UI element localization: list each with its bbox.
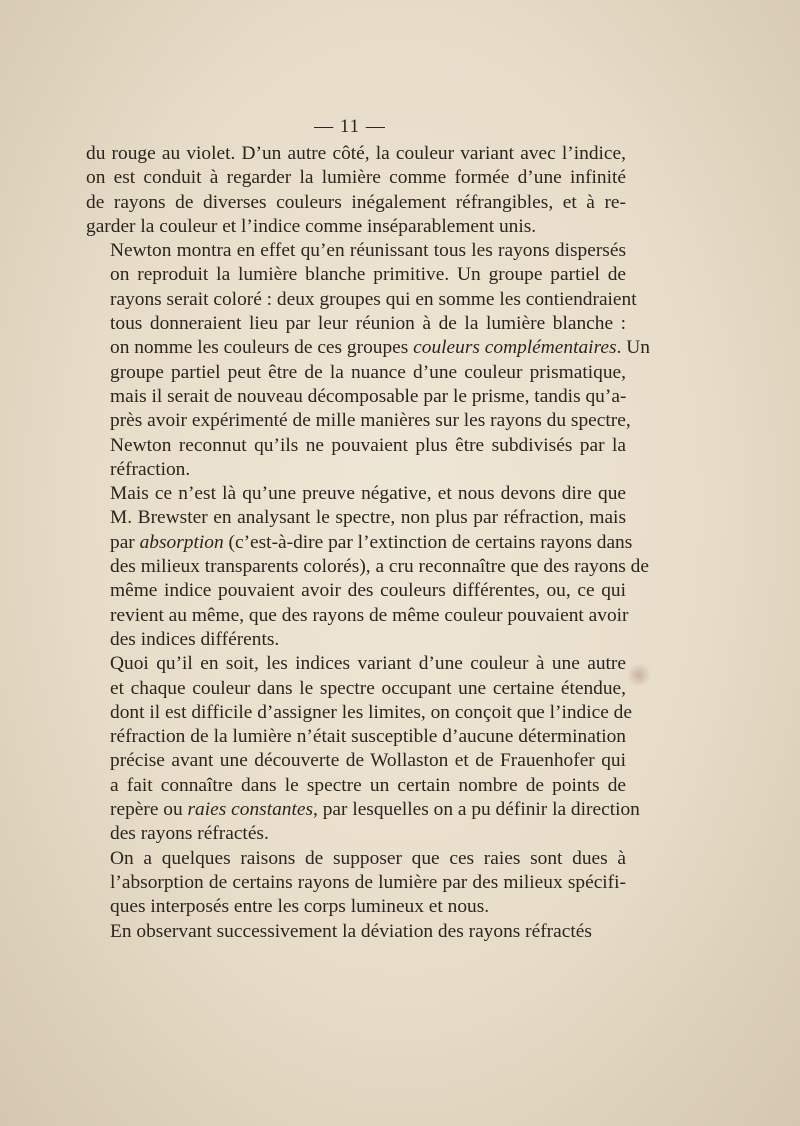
- text-line: On a quelques raisons de supposer que ces raies sont dues à: [110, 847, 626, 869]
- paragraph: [86, 239, 650, 482]
- text-line: et chaque couleur dans le spectre occupant une certaine étendue,: [110, 677, 626, 699]
- text-line: rayons serait coloré : deux groupes qui en somme les contiendraient: [110, 288, 637, 310]
- text-line: revient au même, que des rayons de même couleur pouvaient avoir: [110, 604, 629, 626]
- text-line: on reproduit la lumière blanche primitive. Un groupe partiel de: [110, 264, 626, 286]
- text-line: tous donneraient lieu par leur réunion à de la lumière blanche :: [110, 313, 626, 335]
- text-line: réfraction.: [110, 458, 191, 480]
- text-line: du rouge au violet. D’un autre côté, la couleur variant avec l’indice,: [86, 143, 626, 164]
- text-line: Newton reconnut qu’ils ne pouvaient plus être subdivisés par la: [110, 434, 626, 456]
- text-line: précise avant une découverte de Wollaston et de Frauenhofer qui: [110, 750, 626, 772]
- body-text: [86, 142, 650, 944]
- text-line: mais il serait de nouveau décomposable par le prisme, tandis qu’a-: [110, 385, 627, 407]
- text-line: ques interposés entre les corps lumineux et nous.: [110, 896, 490, 918]
- text-line: l’absorption de certains rayons de lumière par des milieux spécifi-: [110, 871, 626, 893]
- text-line: des milieux transparents colorés), a cru reconnaître que des rayons de: [110, 556, 649, 578]
- text-line: près avoir expérimenté de mille manières sur les rayons du spectre,: [110, 410, 631, 432]
- text-line: par absorption (c’est-à-dire par l’extinction de certains rayons dans: [110, 531, 633, 553]
- text-line: Newton montra en effet qu’en réunissant tous les rayons dispersés: [110, 240, 626, 262]
- paragraph: [86, 920, 626, 944]
- text-line: même indice pouvaient avoir des couleurs différentes, ou, ce qui: [110, 580, 626, 602]
- text-line: on est conduit à regarder la lumière comme formée d’une infinité: [86, 167, 626, 189]
- text-line: des rayons réfractés.: [110, 823, 269, 845]
- text-line: on nomme les couleurs de ces groupes couleurs complémentaires. Un: [110, 337, 650, 359]
- text-line: a fait connaître dans le spectre un certain nombre de points de: [110, 774, 626, 796]
- text-line: Quoi qu’il en soit, les indices variant d’une couleur à une autre: [110, 653, 626, 675]
- text-line: Mais ce n’est là qu’une preuve négative, et nous devons dire que: [110, 483, 626, 505]
- paragraph: [86, 847, 626, 920]
- paragraph: [86, 652, 640, 846]
- text-line: dont il est difficile d’assigner les limites, on conçoit que l’indice de: [110, 701, 632, 723]
- text-line: En observant successivement la déviation des rayons réfractés: [110, 920, 592, 942]
- text-line: garder la couleur et l’indice comme inséparablement unis.: [86, 215, 537, 237]
- text-line: repère ou raies constantes, par lesquelles on a pu définir la direction: [110, 799, 640, 821]
- text-line: des indices différents.: [110, 628, 280, 650]
- text-line: M. Brewster en analysant le spectre, non plus par réfraction, mais: [110, 507, 626, 529]
- text-line: groupe partiel peut être de la nuance d’une couleur prismatique,: [110, 361, 626, 383]
- page-number: — 11 —: [314, 116, 386, 137]
- paragraph: [86, 142, 626, 239]
- text-line: réfraction de la lumière n’était susceptible d’aucune détermination: [110, 726, 626, 748]
- page-stain: [626, 664, 652, 686]
- paragraph: [86, 482, 649, 652]
- text-line: de rayons de diverses couleurs inégalement réfrangibles, et à re-: [86, 191, 626, 213]
